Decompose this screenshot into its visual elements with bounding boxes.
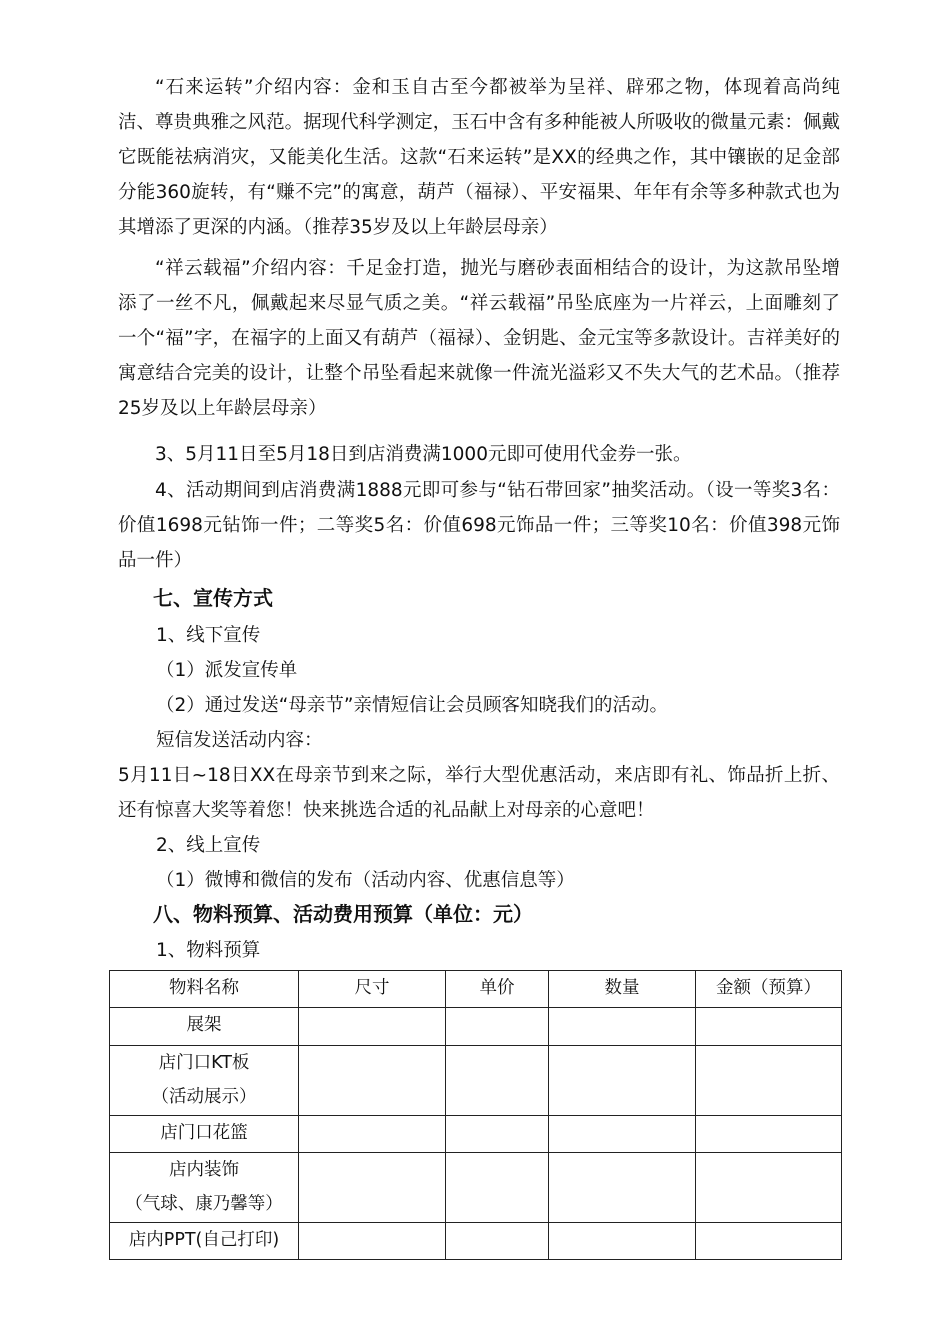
header-name: 物料名称 xyxy=(110,971,299,1008)
row-name: 店门口花篮 xyxy=(110,1116,299,1153)
section-7-heading: 七、宣传方式 xyxy=(153,586,273,610)
row-name-line2: （气球、康乃馨等） xyxy=(125,1194,283,1214)
offline-promo-label: 1、线下宣传 xyxy=(156,625,261,646)
paragraph-shilaiyunzhuan: “石来运转”介绍内容：金和玉自古至今都被举为呈祥、辟邪之物，体现着高尚纯洁、尊贵典雅之风范。据现代科学测定，玉石中含有多种能被人所吸收的微量元素：佩戴它既能祛病消灾，又能美化生活。这款“石来运转”是XX的经典之作，其中镶嵌的足金部分能360旋转，有“赚不完”的寓意，葫芦（福禄）、平安福果、年年有余等多种款式也为其增添了更深的内涵。（推荐35岁及以上年龄层母亲） xyxy=(118,77,840,238)
row-name: 展架 xyxy=(110,1008,299,1046)
online-promo-label: 2、线上宣传 xyxy=(156,835,261,856)
row-name xyxy=(110,1046,299,1116)
sms-content-label: 短信发送活动内容： xyxy=(156,730,323,751)
table-header-row xyxy=(110,971,842,1008)
row-name-line2: （活动展示） xyxy=(151,1087,257,1107)
material-budget-label: 1、物料预算 xyxy=(156,940,261,961)
offline-item-1: （1）派发宣传单 xyxy=(156,660,298,681)
table-row xyxy=(110,1046,842,1116)
header-amount: 金额（预算） xyxy=(696,971,842,1008)
paragraph-xiangyunzaifu: “祥云载福”介绍内容：千足金打造，抛光与磨砂表面相结合的设计，为这款吊坠增添了一丝不凡，佩戴起来尽显气质之美。“祥云载福”吊坠底座为一片祥云，上面雕刻了一个“福”字，在福字的上面又有葫芦（福禄）、金钥匙、金元宝等多款设计。吉祥美好的寓意结合完美的设计，让整个吊坠看起来就像一件流光溢彩又不失大气的艺术品。（推荐25岁及以上年龄层母亲） xyxy=(118,258,840,419)
row-name-line1: 店内装饰 xyxy=(169,1160,239,1180)
online-item-1: （1）微博和微信的发布（活动内容、优惠信息等） xyxy=(156,870,575,891)
table-row xyxy=(110,1153,842,1223)
row-name-line1: 店门口KT板 xyxy=(158,1053,250,1073)
paragraph-voucher: 3、5月11日至5月18日到店消费满1000元即可使用代金券一张。 xyxy=(155,444,692,465)
header-quantity: 数量 xyxy=(549,971,696,1008)
sms-content-text: 5月11日~18日XX在母亲节到来之际，举行大型优惠活动，来店即有礼、饰品折上折、还有惊喜大奖等着您！快来挑选合适的礼品献上对母亲的心意吧！ xyxy=(118,765,840,821)
row-name xyxy=(110,1153,299,1223)
table-row xyxy=(110,1223,842,1260)
section-8-heading: 八、物料预算、活动费用预算（单位：元） xyxy=(153,902,533,926)
header-size: 尺寸 xyxy=(299,971,446,1008)
material-budget-table xyxy=(109,970,842,1260)
table-row xyxy=(110,1116,842,1153)
header-unit-price: 单价 xyxy=(446,971,549,1008)
offline-item-2: （2）通过发送“母亲节”亲情短信让会员顾客知晓我们的活动。 xyxy=(156,695,668,716)
paragraph-lottery: 4、活动期间到店消费满1888元即可参与“钻石带回家”抽奖活动。（设一等奖3名：价值1698元钻饰一件；二等奖5名：价值698元饰品一件；三等奖10名：价值398元饰品一件） xyxy=(118,480,840,571)
table-row xyxy=(110,1008,842,1046)
row-name: 店内PPT(自己打印) xyxy=(110,1223,299,1260)
